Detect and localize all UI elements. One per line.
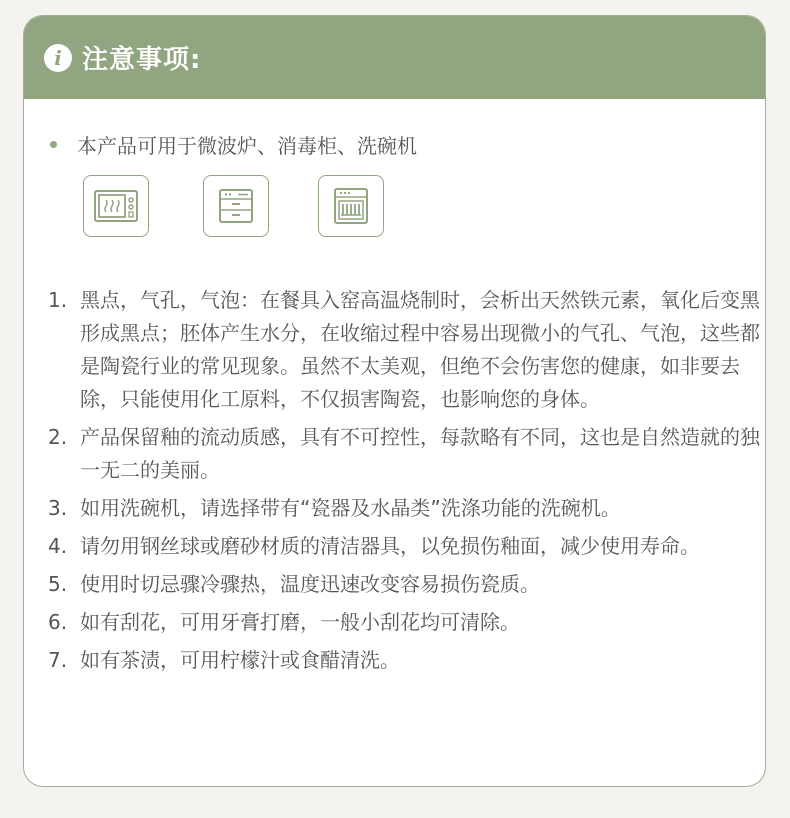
- intro-text: 本产品可用于微波炉、消毒柜、洗碗机: [77, 134, 417, 158]
- notice-card: [23, 15, 766, 787]
- bullet-dot: [50, 141, 57, 148]
- item-number: 7.: [48, 648, 68, 672]
- dishwasher-icon: [318, 175, 384, 237]
- item-text: 产品保留釉的流动质感，具有不可控性，每款略有不同，这也是自然造就的独一无二的美丽。: [80, 425, 760, 482]
- item-text: 如用洗碗机，请选择带有“瓷器及水晶类”洗涤功能的洗碗机。: [80, 496, 621, 520]
- list-item: [48, 644, 760, 677]
- item-number: 2.: [48, 425, 68, 449]
- list-item: [48, 284, 760, 416]
- item-text: 请勿用钢丝球或磨砂材质的清洁器具，以免损伤釉面，减少使用寿命。: [80, 534, 700, 558]
- appliance-icons: [83, 175, 433, 239]
- item-number: 4.: [48, 534, 68, 558]
- list-item: [48, 568, 760, 601]
- intro-bullet: [50, 130, 417, 159]
- item-text: 如有茶渍，可用柠檬汁或食醋清洗。: [80, 648, 400, 672]
- item-text: 使用时切忌骤冷骤热，温度迅速改变容易损伤瓷质。: [80, 572, 540, 596]
- card-title: 注意事项:: [82, 45, 202, 75]
- item-number: 5.: [48, 572, 68, 596]
- item-text: 如有刮花，可用牙膏打磨，一般小刮花均可清除。: [80, 610, 520, 634]
- item-number: 3.: [48, 496, 68, 520]
- card-header: [24, 16, 765, 99]
- item-number: 6.: [48, 610, 68, 634]
- info-icon: i: [44, 44, 72, 72]
- list-item: [48, 421, 760, 487]
- list-item: [48, 606, 760, 639]
- microwave-icon: [83, 175, 149, 237]
- item-number: 1.: [48, 288, 68, 312]
- notice-list: [48, 284, 760, 682]
- disinfection-cabinet-icon: [203, 175, 269, 237]
- list-item: [48, 530, 760, 563]
- item-text: 黑点，气孔，气泡：在餐具入窑高温烧制时，会析出天然铁元素，氧化后变黑形成黑点；胚体产生水分，在收缩过程中容易出现微小的气孔、气泡，这些都是陶瓷行业的常见现象。虽然不太美观，但绝不会伤害您的健康，如非要去除，只能使用化工原料，不仅损害陶瓷，也影响您的身体。: [80, 288, 760, 411]
- list-item: [48, 492, 760, 525]
